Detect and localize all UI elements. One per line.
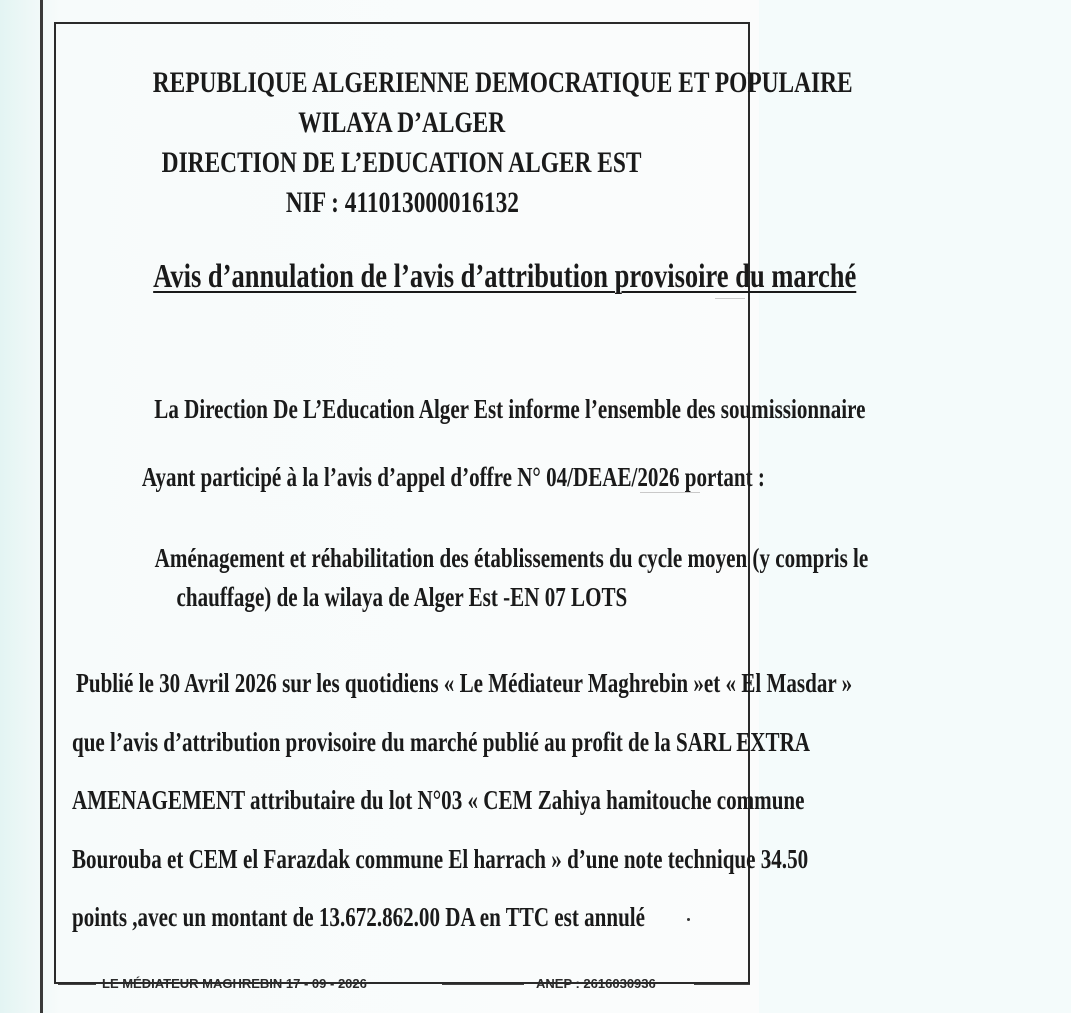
paragraph-line-1: Publié le 30 Avril 2026 sur les quotidiens « Le Médiateur Maghrebin »et « El Masdar » [76,668,853,698]
scan-mark [715,298,745,299]
intro-line-2: Ayant participé à la l’avis d’appel d’offre N° 04/DEAE/2026 portant : [141,462,765,492]
paragraph-line-3: AMENAGEMENT attributaire du lot N°03 « CEM Zahiya hamitouche commune [72,785,805,815]
footer-rule [58,984,96,985]
footer-rule [694,984,750,985]
footer-publication: LE MÉDIATEUR MAGHREBIN 17 - 09 - 2026 [102,976,367,991]
scan-speck [687,918,690,921]
notice-title: Avis d’annulation de l’avis d’attribution provisoire du marché [153,258,857,295]
header-line-wilaya: WILAYA D’ALGER [298,106,506,139]
object-line-2: chauffage) de la wilaya de Alger Est -EN 07 LOTS [176,582,628,612]
scan-mark [640,492,700,493]
paragraph-line-2: que l’avis d’attribution provisoire du marché publié au profit de la SARL EXTRA [72,727,810,757]
publication-footer [58,975,750,995]
intro-line-1: La Direction De L’Education Alger Est informe l’ensemble des soumissionnaire [154,394,866,424]
object-line-1: Aménagement et réhabilitation des établissements du cycle moyen (y compris le [154,543,869,573]
footer-rule [442,984,524,985]
header-line-direction: DIRECTION DE L’EDUCATION ALGER EST [162,146,642,179]
header-line-nif: NIF : 411013000016132 [285,186,519,219]
binding-line [40,0,43,1013]
footer-anep: ANEP : 2616030936 [536,976,656,991]
header-line-republic: REPUBLIQUE ALGERIENNE DEMOCRATIQUE ET POPULAIRE [152,66,853,99]
paragraph-line-5: points ,avec un montant de 13.672.862.00 DA en TTC est annulé [72,902,645,932]
paragraph-line-4: Bourouba et CEM el Farazdak commune El harrach » d’une note technique 34.50 [72,844,809,874]
